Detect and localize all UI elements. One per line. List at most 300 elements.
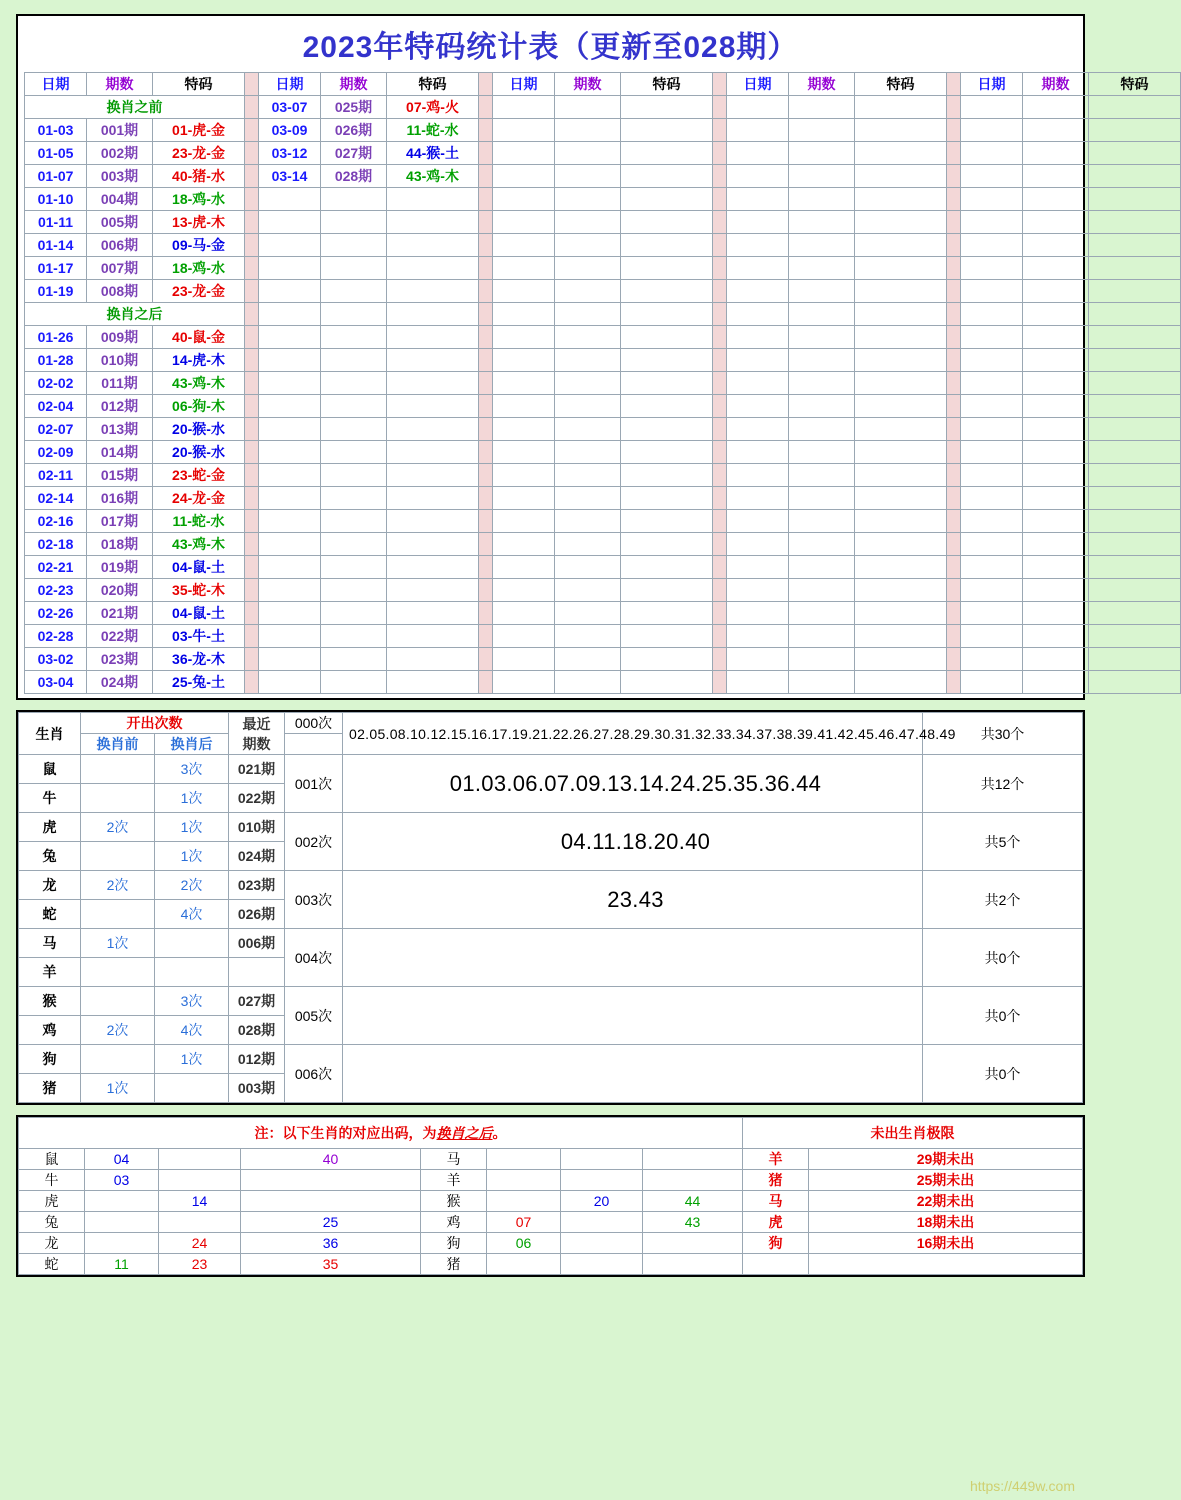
cell-limit-zodiac: 羊	[743, 1149, 809, 1170]
cell-date	[493, 625, 555, 648]
cell-zodiac-left: 鼠	[19, 1149, 85, 1170]
cell-special	[855, 349, 947, 372]
header-special-5: 特码	[1089, 73, 1181, 96]
column-separator	[713, 372, 727, 395]
mapping-row	[19, 1170, 1083, 1191]
cell-special	[387, 257, 479, 280]
cell-date	[259, 395, 321, 418]
cell-special	[855, 510, 947, 533]
cell-special	[621, 257, 713, 280]
freq-numbers: 04.11.18.20.40	[343, 813, 923, 871]
cell-special: 03-牛-土	[153, 625, 245, 648]
cell-date	[493, 188, 555, 211]
cell-code-r1	[487, 1170, 561, 1191]
column-separator	[713, 671, 727, 694]
freq-numbers: 01.03.06.07.09.13.14.24.25.35.36.44	[343, 755, 923, 813]
cell-issue: 012期	[87, 395, 153, 418]
cell-limit-zodiac: 马	[743, 1191, 809, 1212]
cell-date: 01-07	[25, 165, 87, 188]
cell-special	[621, 349, 713, 372]
cell-special: 04-鼠-土	[153, 556, 245, 579]
cell-before-count	[81, 958, 155, 987]
column-separator	[713, 464, 727, 487]
cell-issue	[555, 372, 621, 395]
column-separator	[479, 533, 493, 556]
cell-zodiac-right: 马	[421, 1149, 487, 1170]
column-separator	[947, 418, 961, 441]
cell-special	[855, 487, 947, 510]
cell-date: 03-07	[259, 96, 321, 119]
cell-date	[727, 119, 789, 142]
cell-special	[387, 280, 479, 303]
cell-date: 03-02	[25, 648, 87, 671]
cell-date	[493, 602, 555, 625]
cell-date	[259, 464, 321, 487]
cell-special	[855, 671, 947, 694]
cell-code-r2	[561, 1170, 643, 1191]
cell-special	[1089, 234, 1181, 257]
freq-label: 004次	[285, 929, 343, 987]
stats-row	[19, 929, 1083, 958]
cell-zodiac-right: 猪	[421, 1254, 487, 1275]
cell-code-l2: 23	[159, 1254, 241, 1275]
freq-label: 000次	[285, 713, 343, 734]
stats-row	[19, 755, 1083, 784]
cell-issue	[555, 579, 621, 602]
cell-issue: 016期	[87, 487, 153, 510]
column-separator	[713, 533, 727, 556]
cell-date	[493, 165, 555, 188]
header-open-count: 开出次数	[81, 713, 229, 734]
cell-issue	[321, 372, 387, 395]
column-separator	[479, 257, 493, 280]
cell-date: 02-18	[25, 533, 87, 556]
cell-special: 44-猴-土	[387, 142, 479, 165]
cell-issue	[789, 257, 855, 280]
cell-special	[855, 119, 947, 142]
cell-issue	[321, 556, 387, 579]
column-separator	[245, 165, 259, 188]
cell-date: 02-14	[25, 487, 87, 510]
table-row	[25, 280, 1181, 303]
cell-special	[855, 464, 947, 487]
cell-special: 35-蛇-木	[153, 579, 245, 602]
column-separator	[245, 188, 259, 211]
cell-recent-issue: 012期	[229, 1045, 285, 1074]
freq-numbers: 02.05.08.10.12.15.16.17.19.21.22.26.27.28.29.30.31.32.33.34.37.38.39.41.42.45.46.47.48.49	[343, 713, 923, 755]
table-row	[25, 671, 1181, 694]
column-separator	[713, 303, 727, 326]
cell-date	[727, 165, 789, 188]
column-separator	[947, 142, 961, 165]
cell-date	[961, 556, 1023, 579]
column-separator	[479, 142, 493, 165]
column-separator	[947, 96, 961, 119]
cell-special	[621, 602, 713, 625]
cell-date: 02-21	[25, 556, 87, 579]
cell-issue	[555, 533, 621, 556]
cell-special	[621, 556, 713, 579]
column-separator	[479, 510, 493, 533]
cell-date	[259, 441, 321, 464]
cell-after-count	[155, 929, 229, 958]
cell-zodiac-right: 狗	[421, 1233, 487, 1254]
column-separator	[947, 464, 961, 487]
table-row	[25, 211, 1181, 234]
cell-limit-zodiac: 狗	[743, 1233, 809, 1254]
cell-issue: 017期	[87, 510, 153, 533]
cell-special	[1089, 464, 1181, 487]
cell-special	[621, 188, 713, 211]
cell-issue	[321, 579, 387, 602]
cell-issue	[555, 165, 621, 188]
cell-issue	[1023, 671, 1089, 694]
freq-total: 共30个	[923, 713, 1083, 755]
cell-date	[493, 487, 555, 510]
cell-issue	[1023, 533, 1089, 556]
cell-special	[1089, 257, 1181, 280]
cell-code-l3: 35	[241, 1254, 421, 1275]
cell-date	[727, 395, 789, 418]
table-row	[25, 142, 1181, 165]
special-code-table-panel	[16, 14, 1149, 700]
cell-date: 02-23	[25, 579, 87, 602]
cell-special	[621, 533, 713, 556]
table-body	[25, 96, 1181, 694]
cell-issue: 027期	[321, 142, 387, 165]
column-separator	[713, 280, 727, 303]
cell-issue	[789, 533, 855, 556]
cell-date	[493, 257, 555, 280]
cell-date	[259, 510, 321, 533]
cell-issue: 009期	[87, 326, 153, 349]
cell-issue	[789, 464, 855, 487]
cell-issue	[1023, 579, 1089, 602]
cell-issue	[321, 257, 387, 280]
cell-before-count	[81, 842, 155, 871]
cell-issue	[789, 671, 855, 694]
cell-limit-zodiac: 虎	[743, 1212, 809, 1233]
cell-before-count: 1次	[81, 1074, 155, 1103]
cell-special	[855, 211, 947, 234]
cell-date	[259, 303, 321, 326]
cell-date	[961, 671, 1023, 694]
cell-date	[727, 211, 789, 234]
cell-before-count	[81, 1045, 155, 1074]
cell-date	[493, 372, 555, 395]
cell-date	[259, 257, 321, 280]
cell-recent-issue: 028期	[229, 1016, 285, 1045]
column-separator	[947, 602, 961, 625]
cell-issue	[1023, 326, 1089, 349]
cell-recent-issue	[229, 958, 285, 987]
cell-issue	[789, 395, 855, 418]
cell-date	[259, 418, 321, 441]
cell-issue	[1023, 280, 1089, 303]
cell-date	[259, 579, 321, 602]
cell-issue	[321, 188, 387, 211]
column-separator	[713, 257, 727, 280]
note-text: 注：以下生肖的对应出码，为换肖之后。	[19, 1118, 743, 1149]
table-row	[25, 579, 1181, 602]
cell-code-r1: 07	[487, 1212, 561, 1233]
cell-special	[855, 441, 947, 464]
cell-after-count: 3次	[155, 755, 229, 784]
cell-before-count	[81, 784, 155, 813]
cell-special	[621, 579, 713, 602]
column-separator	[713, 119, 727, 142]
cell-special	[621, 211, 713, 234]
freq-total: 共12个	[923, 755, 1083, 813]
cell-issue	[1023, 211, 1089, 234]
cell-recent-issue: 022期	[229, 784, 285, 813]
column-separator	[479, 418, 493, 441]
cell-zodiac-right: 羊	[421, 1170, 487, 1191]
cell-special	[621, 441, 713, 464]
cell-zodiac-left: 虎	[19, 1191, 85, 1212]
cell-special	[1089, 533, 1181, 556]
cell-code-r1	[487, 1254, 561, 1275]
cell-issue	[555, 671, 621, 694]
cell-date	[493, 648, 555, 671]
cell-recent-issue: 026期	[229, 900, 285, 929]
cell-special	[621, 510, 713, 533]
freq-label: 003次	[285, 871, 343, 929]
cell-date	[259, 372, 321, 395]
cell-issue	[1023, 303, 1089, 326]
cell-date	[961, 96, 1023, 119]
cell-code-l1: 11	[85, 1254, 159, 1275]
cell-issue: 005期	[87, 211, 153, 234]
stats-row	[19, 871, 1083, 900]
freq-label: 006次	[285, 1045, 343, 1103]
cell-special	[1089, 602, 1181, 625]
cell-issue	[555, 211, 621, 234]
column-separator	[947, 257, 961, 280]
column-separator	[479, 602, 493, 625]
cell-special	[1089, 395, 1181, 418]
cell-date	[493, 510, 555, 533]
cell-issue	[321, 395, 387, 418]
cell-before-count: 2次	[81, 1016, 155, 1045]
cell-issue	[789, 418, 855, 441]
cell-special	[855, 303, 947, 326]
cell-special	[387, 671, 479, 694]
cell-issue	[1023, 234, 1089, 257]
cell-issue	[1023, 418, 1089, 441]
cell-code-l2: 24	[159, 1233, 241, 1254]
cell-code-r1: 06	[487, 1233, 561, 1254]
cell-after-count: 1次	[155, 1045, 229, 1074]
column-separator	[713, 648, 727, 671]
cell-date: 01-14	[25, 234, 87, 257]
cell-code-l1	[85, 1212, 159, 1233]
cell-date	[961, 142, 1023, 165]
cell-issue	[555, 395, 621, 418]
cell-date	[961, 487, 1023, 510]
column-separator	[947, 625, 961, 648]
cell-date	[961, 188, 1023, 211]
cell-special	[621, 625, 713, 648]
cell-date: 01-05	[25, 142, 87, 165]
cell-date	[727, 326, 789, 349]
cell-special	[387, 395, 479, 418]
cell-date: 02-28	[25, 625, 87, 648]
cell-zodiac: 猪	[19, 1074, 81, 1103]
cell-special	[1089, 188, 1181, 211]
cell-issue	[1023, 556, 1089, 579]
cell-issue	[555, 257, 621, 280]
cell-special	[621, 303, 713, 326]
cell-special: 18-鸡-水	[153, 257, 245, 280]
cell-issue	[321, 234, 387, 257]
column-separator	[713, 487, 727, 510]
column-separator	[713, 349, 727, 372]
cell-issue: 020期	[87, 579, 153, 602]
cell-special	[855, 280, 947, 303]
cell-limit-text: 29期未出	[809, 1149, 1083, 1170]
cell-date	[961, 579, 1023, 602]
cell-code-l3	[241, 1191, 421, 1212]
freq-numbers	[343, 1045, 923, 1103]
cell-code-r3: 44	[643, 1191, 743, 1212]
cell-code-r2	[561, 1149, 643, 1170]
cell-date	[493, 671, 555, 694]
column-separator	[713, 602, 727, 625]
column-separator	[479, 211, 493, 234]
cell-date: 01-26	[25, 326, 87, 349]
cell-issue	[789, 96, 855, 119]
cell-special	[855, 602, 947, 625]
cell-issue	[789, 234, 855, 257]
cell-date	[727, 372, 789, 395]
cell-zodiac: 龙	[19, 871, 81, 900]
cell-issue	[789, 303, 855, 326]
cell-date	[961, 648, 1023, 671]
cell-special	[1089, 165, 1181, 188]
cell-before-count	[81, 987, 155, 1016]
cell-date: 02-11	[25, 464, 87, 487]
cell-date	[259, 326, 321, 349]
freq-numbers: 23.43	[343, 871, 923, 929]
cell-special: 43-鸡-木	[153, 372, 245, 395]
cell-date	[961, 533, 1023, 556]
cell-special	[387, 234, 479, 257]
table-row	[25, 257, 1181, 280]
cell-issue	[555, 119, 621, 142]
cell-issue	[789, 625, 855, 648]
cell-date	[961, 464, 1023, 487]
cell-issue: 019期	[87, 556, 153, 579]
cell-date	[493, 556, 555, 579]
cell-special	[387, 211, 479, 234]
cell-date	[961, 602, 1023, 625]
cell-date	[727, 349, 789, 372]
cell-special: 18-鸡-水	[153, 188, 245, 211]
column-separator	[245, 648, 259, 671]
cell-issue	[1023, 625, 1089, 648]
cell-date	[727, 257, 789, 280]
cell-special	[387, 533, 479, 556]
table-row	[25, 464, 1181, 487]
cell-code-r1	[487, 1191, 561, 1212]
cell-issue	[1023, 602, 1089, 625]
column-separator	[479, 165, 493, 188]
cell-date	[259, 188, 321, 211]
cell-limit-text	[809, 1254, 1083, 1275]
cell-after-count	[155, 1074, 229, 1103]
cell-issue	[1023, 464, 1089, 487]
cell-limit-text: 22期未出	[809, 1191, 1083, 1212]
column-separator	[947, 165, 961, 188]
cell-issue	[789, 119, 855, 142]
table-row	[25, 602, 1181, 625]
cell-issue	[555, 303, 621, 326]
cell-date	[493, 326, 555, 349]
cell-limit-text: 25期未出	[809, 1170, 1083, 1191]
cell-issue	[321, 349, 387, 372]
cell-special	[621, 326, 713, 349]
cell-issue: 023期	[87, 648, 153, 671]
cell-issue	[555, 418, 621, 441]
column-separator	[245, 464, 259, 487]
cell-issue	[555, 349, 621, 372]
column-separator	[479, 625, 493, 648]
column-separator	[479, 579, 493, 602]
cell-date	[961, 257, 1023, 280]
cell-code-r3	[643, 1254, 743, 1275]
column-separator	[245, 510, 259, 533]
cell-date: 01-10	[25, 188, 87, 211]
column-separator	[713, 188, 727, 211]
cell-date	[493, 142, 555, 165]
header-date-2: 日期	[259, 73, 321, 96]
cell-limit-text: 18期未出	[809, 1212, 1083, 1233]
column-separator	[947, 73, 961, 96]
cell-limit-zodiac: 猪	[743, 1170, 809, 1191]
cell-zodiac: 狗	[19, 1045, 81, 1074]
cell-date	[493, 234, 555, 257]
column-separator	[947, 510, 961, 533]
cell-special: 04-鼠-土	[153, 602, 245, 625]
cell-date: 01-28	[25, 349, 87, 372]
column-separator	[479, 395, 493, 418]
column-separator	[479, 303, 493, 326]
cell-date	[259, 487, 321, 510]
cell-issue	[321, 671, 387, 694]
mapping-row	[19, 1212, 1083, 1233]
table-row	[25, 372, 1181, 395]
cell-issue: 008期	[87, 280, 153, 303]
column-separator	[947, 372, 961, 395]
cell-issue	[321, 464, 387, 487]
cell-date	[493, 441, 555, 464]
cell-special	[855, 395, 947, 418]
cell-date	[727, 579, 789, 602]
cell-code-r3	[643, 1149, 743, 1170]
cell-date	[727, 234, 789, 257]
cell-issue	[789, 142, 855, 165]
cell-special: 24-龙-金	[153, 487, 245, 510]
cell-date	[493, 464, 555, 487]
cell-code-l2	[159, 1170, 241, 1191]
mapping-row	[19, 1233, 1083, 1254]
column-separator	[713, 395, 727, 418]
cell-issue	[789, 280, 855, 303]
cell-special	[387, 418, 479, 441]
column-separator	[713, 625, 727, 648]
cell-date	[259, 671, 321, 694]
